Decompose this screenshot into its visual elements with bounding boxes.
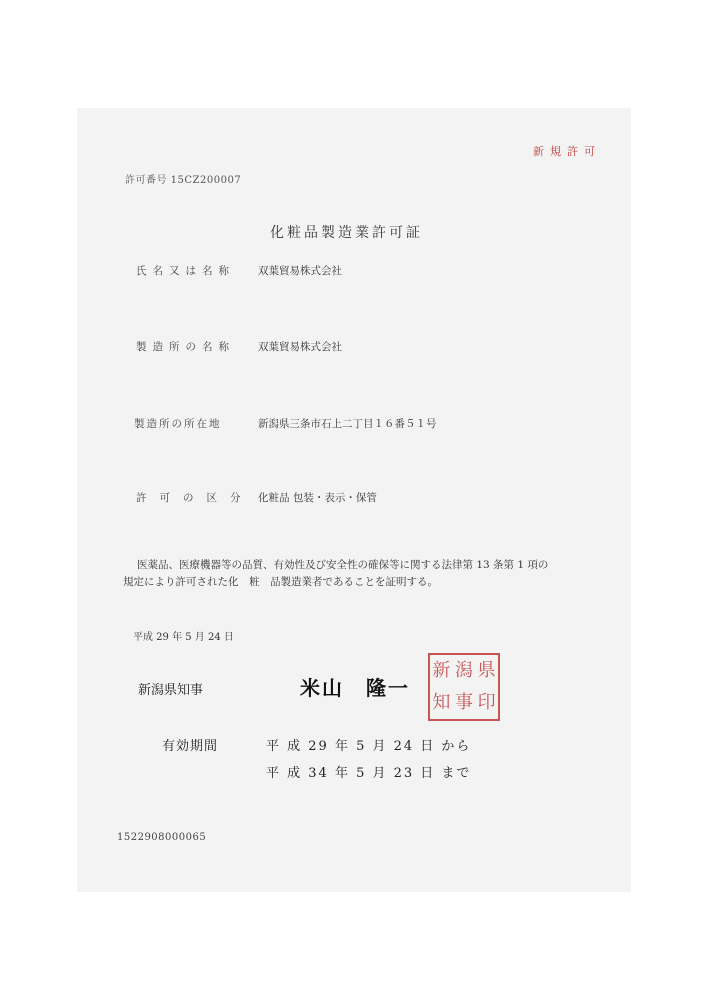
seal-char: 県: [477, 660, 496, 681]
permit-number: 許可番号 15CZ200007: [125, 175, 242, 186]
governor-title: 新潟県知事: [138, 683, 204, 698]
seal-char: 印: [477, 692, 496, 713]
validity-to: 平 成 34 年 5 月 23 日 まで: [266, 766, 472, 781]
official-seal: [428, 653, 500, 721]
seal-char: 知: [432, 692, 451, 713]
field-label-facility-name: 製造所の名称: [136, 341, 235, 353]
seal-char: 事: [454, 692, 473, 713]
new-permit-stamp: 新規許可: [533, 145, 601, 158]
governor-signature: 米山 隆一: [300, 676, 410, 700]
document-title: 化粧品製造業許可証: [270, 225, 423, 241]
field-label-permit-category: 許可の区分: [136, 492, 254, 504]
seal-char: 潟: [454, 660, 473, 681]
field-value-facility-address: 新潟県三条市石上二丁目１６番５１号: [258, 418, 437, 430]
field-label-name: 氏名又は名称: [136, 265, 235, 277]
field-label-facility-address: 製造所の所在地: [134, 418, 222, 430]
serial-number: 1522908000065: [117, 832, 207, 843]
seal-char: 新: [432, 660, 451, 681]
field-value-permit-category: 化粧品 包装・表示・保管: [258, 492, 377, 504]
validity-label: 有効期間: [162, 739, 219, 754]
issue-date: 平成 29 年 5 月 24 日: [133, 632, 234, 643]
field-value-name: 双葉貿易株式会社: [258, 265, 342, 277]
certification-text-line1: 医薬品、医療機器等の品質、有効性及び安全性の確保等に関する法律第 13 条第 1 項の: [137, 559, 549, 571]
certification-text-line2: 規定により許可された化 粧 品製造業者であることを証明する。: [123, 576, 438, 588]
field-value-facility-name: 双葉貿易株式会社: [258, 341, 342, 353]
validity-from: 平 成 29 年 5 月 24 日 から: [266, 739, 472, 754]
